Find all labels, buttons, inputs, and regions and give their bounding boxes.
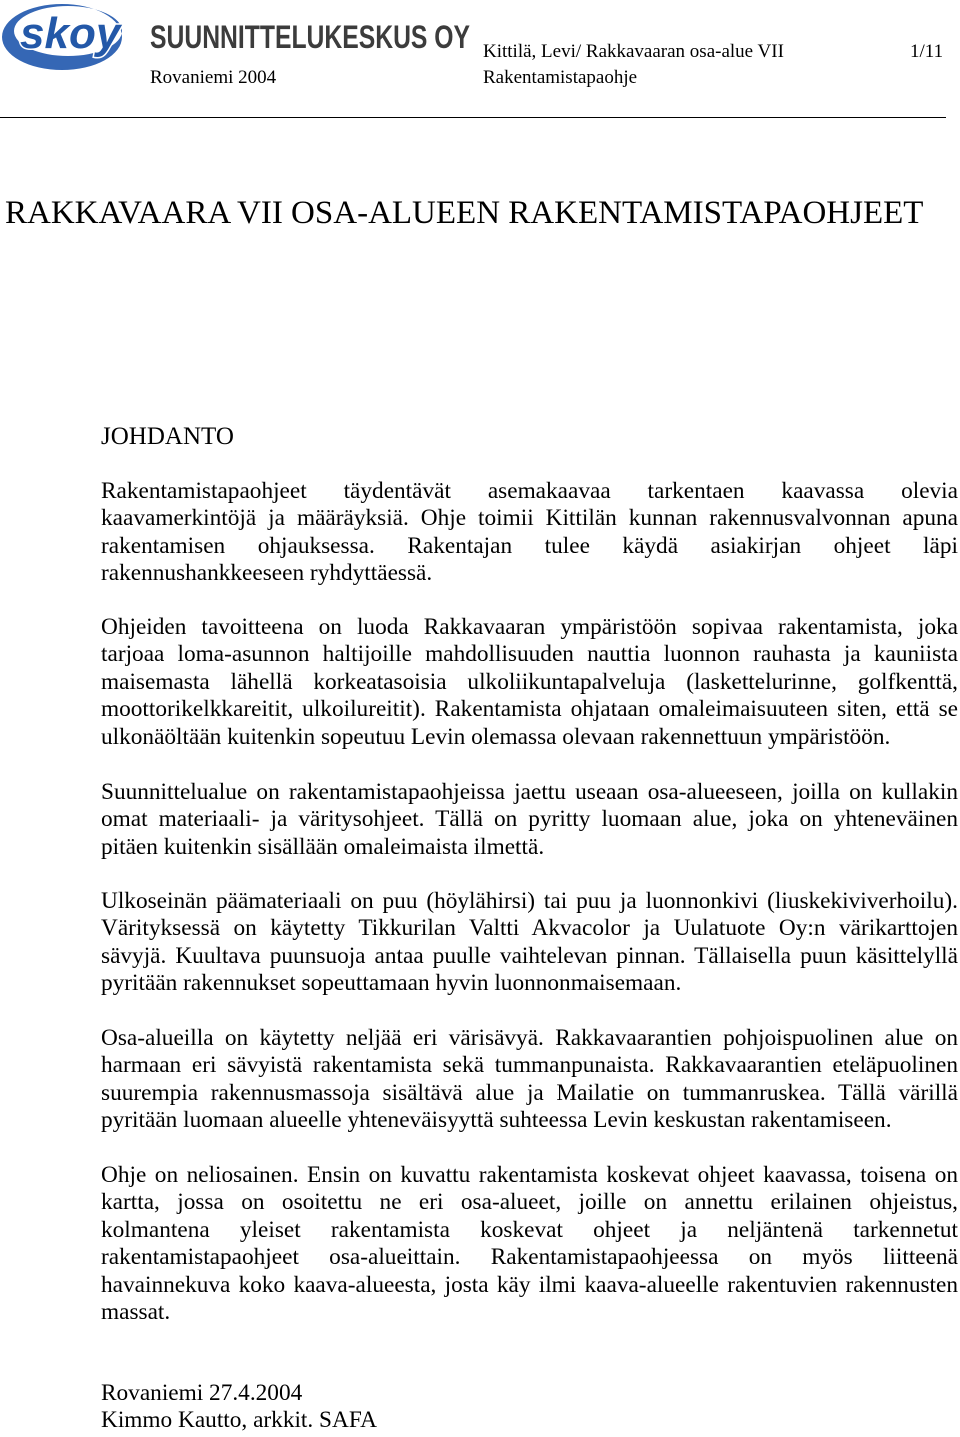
paragraph-line: suurempia rakennusmassoja sisältävä alue ja Mailatie on tummanruskea. Tällä värillä [101, 1079, 958, 1106]
header-place-year: Rovaniemi 2004 [150, 67, 277, 88]
paragraph-line: rakentamisen ohjauksessa. Rakentajan tulee käydä asiakirjan ohjeet läpi [101, 532, 958, 559]
paragraph-line: kolmantena yleiset rakentamista koskevat ohjeet ja neljäntenä tarkennetut [101, 1216, 958, 1243]
paragraph-line: tarjoaa loma-asunnon haltijoille mahdollisuuden nauttia luonnon rauhasta ja kauniista [101, 641, 958, 668]
paragraph-line: Ohjeiden tavoitteena on luoda Rakkavaaran ympäristöön sopivaa rakentamista, joka [101, 614, 958, 640]
paragraph-line: pitäen kuitenkin sisällään omaleimaista ilmettä. [101, 833, 545, 860]
paragraph-line: omat materiaali- ja väritysohjeet. Tällä on pyritty luomaan alue, joka on yhteneväinen [101, 806, 958, 833]
header-doc-type: Rakentamistapaohje [483, 67, 638, 88]
paragraph-line: ulkonäöltään kuitenkin sopeutuu Levin olemassa olevaan rakennettuun ympäristöön. [101, 723, 891, 750]
paragraph-4 [101, 888, 958, 998]
paragraph-line: Suunnittelualue on rakentamistapaohjeissa jaettu useaan osa-alueeseen, joilla on kullakin [101, 779, 958, 805]
paragraph-line: Ohje on neliosainen. Ensin on kuvattu rakentamista koskevat ohjeet kaavassa, toisena on [101, 1162, 958, 1188]
paragraph-line: massat. [101, 1299, 171, 1326]
page-number: 1/11 [910, 41, 944, 62]
paragraph-5 [101, 1025, 958, 1135]
paragraph-3 [101, 779, 958, 861]
paragraph-line: rakennushankkeeseen ryhdyttäessä. [101, 560, 433, 587]
paragraph-line: moottorikelkkareitit, ulkoilureitit). Rakentamista ohjataan omaleimaisuuteen siten, että se [101, 696, 958, 723]
section-heading: JOHDANTO [101, 423, 234, 450]
header-project: Kittilä, Levi/ Rakkavaaran osa-alue VII [483, 41, 784, 62]
logo-wordmark: skoy [20, 9, 121, 58]
paragraph-line: Osa-alueilla on käytetty neljää eri värisävyä. Rakkavaarantien pohjoispuolinen alue on [101, 1025, 958, 1051]
paragraph-line: Värityksessä on käytetty Tikkurilan Valtti Akvacolor ja Uulatuote Oy:n värikarttojen [101, 915, 958, 942]
paragraph-line: havainnekuva koko kaava-alueesta, josta käy ilmi kaava-alueelle rakentuvien rakennusten [101, 1271, 958, 1298]
signature-block [101, 1380, 377, 1434]
paragraph-line: pyritään luomaan alueelle yhteneväisyyttä suhteessa Levin keskustan rakentamiseen. [101, 1107, 892, 1134]
paragraph-line: pyritään rakennukset sopeuttamaan hyvin luonnonmaisemaan. [101, 970, 682, 997]
paragraph-line: kaavamerkintöjä ja määräyksiä. Ohje toimii Kittilän kunnan rakennusvalvonnan apuna [101, 505, 958, 532]
company-name: SUUNNITTELUKESKUS OY [150, 19, 470, 55]
paragraph-6 [101, 1162, 958, 1326]
paragraph-line: Rakentamistapaohjeet täydentävät asemakaavaa tarkentaen kaavassa olevia [101, 478, 958, 504]
signature-author: Kimmo Kautto, arkkit. SAFA [101, 1407, 377, 1433]
paragraph-line: sävyjä. Kuultava puunsuoja antaa puulle vaihtelevan pinnan. Tällaisella puun käsittelyllä [101, 942, 958, 969]
paragraph-line: rakentamistapaohjeet osa-alueittain. Rakentamistapaohjeessa on myös liitteenä [101, 1244, 958, 1271]
paragraph-1 [101, 478, 958, 588]
paragraph-line: harmaan eri sävyistä rakentamista sekä tummanpunaista. Rakkavaarantien eteläpuolinen [101, 1052, 958, 1079]
signature-place-date: Rovaniemi 27.4.2004 [101, 1380, 303, 1406]
paragraph-line: kartta, jossa on osoitettu ne eri osa-alueet, joille on annettu erilainen ohjeistus, [101, 1189, 958, 1216]
header-rule [0, 117, 946, 118]
paragraph-2 [101, 614, 958, 751]
paragraph-line: maisemasta lähellä korkeatasoisia ulkoliikuntapalveluja (laskettelurinne, golfkenttä, [101, 668, 958, 695]
document-title: RAKKAVAARA VII OSA-ALUEEN RAKENTAMISTAPAOHJEET [5, 195, 924, 231]
paragraph-line: Ulkoseinän päämateriaali on puu (höylähirsi) tai puu ja luonnonkivi (liuskekiviverhoilu). [101, 888, 958, 914]
